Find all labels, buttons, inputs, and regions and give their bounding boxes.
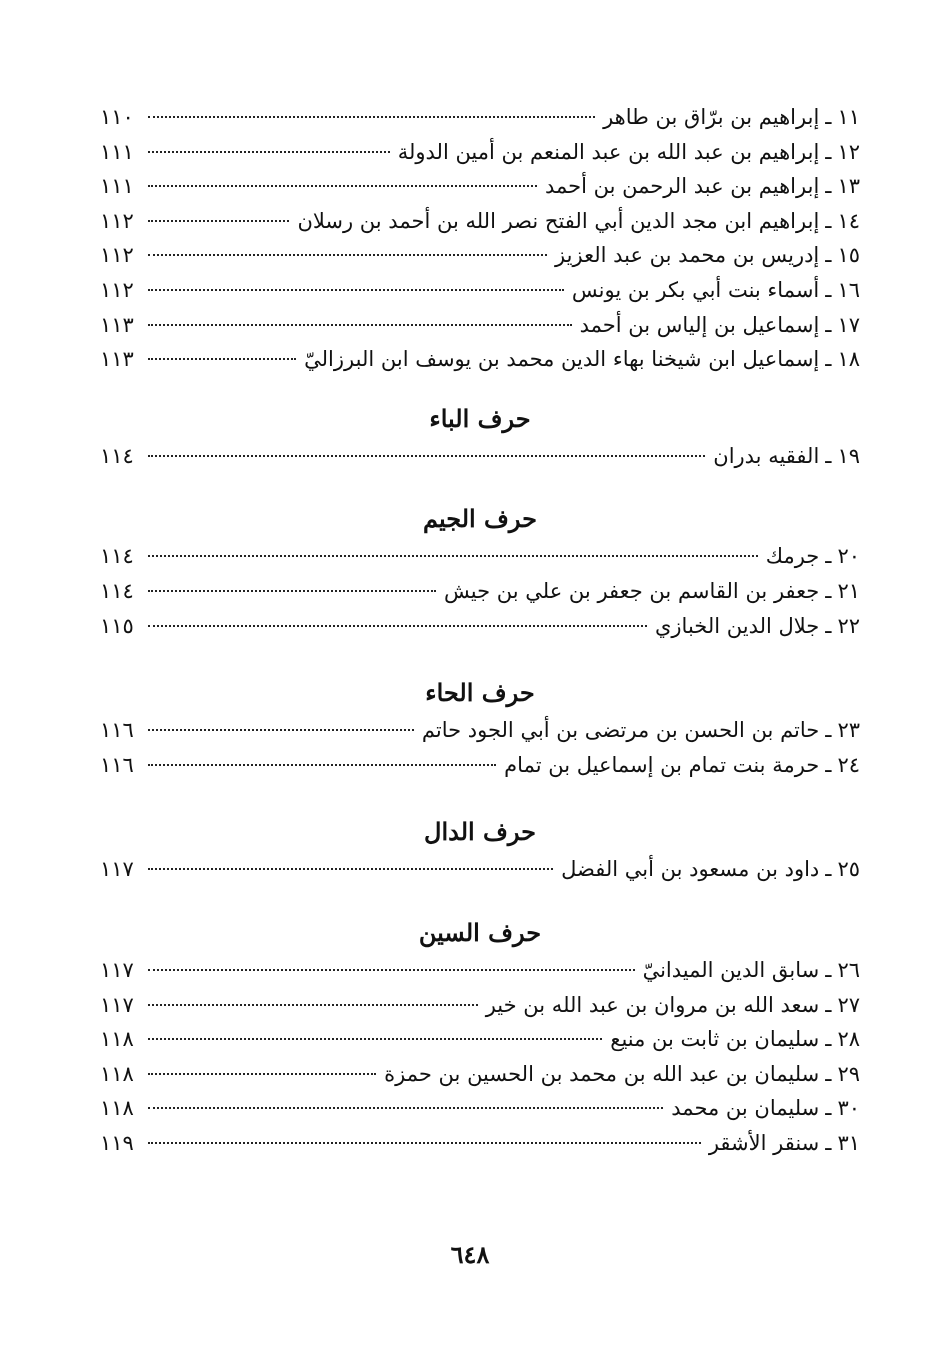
entry-label: ٢٣ـحاتم بن الحسن بن مرتضى بن أبي الجود حاتم (421, 718, 860, 743)
entry-page-number: ١١١ (100, 174, 134, 199)
entry-label: ٢٤ـحرمة بنت تمام بن إسماعيل بن تمام (504, 752, 860, 777)
toc-entry (100, 100, 860, 135)
toc-entry (100, 204, 860, 239)
dot-leader (148, 625, 647, 627)
entry-label: ١١ـإبراهيم بن برّاق بن طاهر (603, 105, 860, 129)
entry-page-number: ١١٧ (100, 992, 134, 1017)
dot-leader (148, 1142, 701, 1144)
dot-leader (148, 254, 547, 256)
toc-entry (100, 852, 860, 887)
entry-label: ١٧ـإسماعيل بن إلياس بن أحمد (579, 312, 860, 337)
entry-page-number: ١١٤ (100, 544, 134, 569)
entry-page-number: ١١٣ (100, 347, 134, 372)
section-heading: حرف الجيم (423, 504, 537, 534)
section-heading: حرف الحاء (425, 678, 535, 708)
entry-page-number: ١١٦ (100, 718, 134, 743)
dot-leader (148, 289, 564, 291)
toc-entry (100, 169, 860, 204)
dot-leader (148, 868, 553, 870)
entry-page-number: ١١٧ (100, 957, 134, 982)
entry-label: ٢٥ـداود بن مسعود بن أبي الفضل (561, 857, 860, 882)
table-of-contents (100, 100, 860, 1160)
entry-page-number: ١١٠ (100, 105, 134, 129)
toc-entry (100, 273, 860, 308)
entry-label: ١٣ـإبراهيم بن عبد الرحمن بن أحمد (544, 174, 860, 199)
dot-leader (148, 729, 414, 731)
entry-label: ٣٠ـسليمان بن محمد (671, 1096, 860, 1121)
toc-entry (100, 953, 860, 988)
entry-page-number: ١١٣ (100, 312, 134, 337)
entry-label: ٣١ـسنقر الأشقر (708, 1130, 860, 1155)
entry-label: ١٩ـالفقيه بدران (713, 443, 860, 468)
entry-page-number: ١١٧ (100, 857, 134, 882)
toc-entry (100, 539, 860, 574)
entry-page-number: ١١١ (100, 139, 134, 164)
toc-entry (100, 135, 860, 170)
entry-label: ٢٦ـسابق الدين الميدانيّ (642, 957, 860, 982)
dot-leader (148, 1038, 602, 1040)
dot-leader (148, 358, 296, 360)
toc-entry (100, 1091, 860, 1126)
toc-entry (100, 1022, 860, 1057)
dot-leader (148, 1073, 376, 1075)
entry-page-number: ١١٨ (100, 1061, 134, 1086)
dot-leader (148, 969, 635, 971)
toc-entry (100, 574, 860, 609)
entry-label: ٢٧ـسعد الله بن مروان بن عبد الله بن خير (485, 992, 860, 1017)
entry-label: ١٨ـإسماعيل ابن شيخنا بهاء الدين محمد بن يوسف ابن البرزاليّ (304, 347, 860, 372)
toc-entry (100, 988, 860, 1023)
page-number: ٦٤٨ (450, 1240, 490, 1269)
dot-leader (148, 220, 289, 222)
entry-page-number: ١١٤ (100, 578, 134, 603)
toc-entry (100, 308, 860, 343)
toc-entry (100, 342, 860, 377)
entry-label: ٢٩ـسليمان بن عبد الله بن محمد بن الحسين بن حمزة (384, 1061, 860, 1086)
section-heading: حرف الدال (424, 817, 536, 847)
toc-entry (100, 713, 860, 748)
toc-entry (100, 1057, 860, 1092)
entry-label: ١٤ـإبراهيم ابن مجد الدين أبي الفتح نصر الله بن أحمد بن رسلان (297, 208, 860, 233)
toc-entry (100, 439, 860, 474)
entry-label: ٢٠ـجرمك (765, 544, 860, 569)
entry-page-number: ١١٩ (100, 1130, 134, 1155)
section-heading: حرف الباء (429, 403, 531, 433)
toc-entry (100, 238, 860, 273)
entry-page-number: ١١٥ (100, 613, 134, 638)
dot-leader (148, 764, 496, 766)
entry-label: ٢٢ـجلال الدين الخبازي (654, 613, 860, 638)
entry-page-number: ١١٦ (100, 752, 134, 777)
entry-page-number: ١١٨ (100, 1027, 134, 1052)
toc-entry (100, 609, 860, 644)
dot-leader (148, 590, 436, 592)
entry-page-number: ١١٢ (100, 243, 134, 268)
section-heading: حرف السين (418, 917, 542, 947)
dot-leader (148, 1107, 663, 1109)
entry-label: ١٢ـإبراهيم بن عبد الله بن عبد المنعم بن أمين الدولة (397, 139, 860, 164)
entry-page-number: ١١٤ (100, 443, 134, 468)
dot-leader (148, 324, 572, 326)
entry-page-number: ١١٨ (100, 1096, 134, 1121)
entry-label: ١٥ـإدريس بن محمد بن عبد العزيز (555, 243, 860, 268)
dot-leader (148, 555, 758, 557)
entry-page-number: ١١٢ (100, 277, 134, 302)
dot-leader (148, 151, 390, 153)
dot-leader (148, 116, 595, 118)
dot-leader (148, 1004, 478, 1006)
entry-label: ٢١ـجعفر بن القاسم بن جعفر بن علي بن جيش (444, 578, 860, 603)
entry-label: ٢٨ـسليمان بن ثابت بن منيع (610, 1027, 860, 1052)
dot-leader (148, 455, 705, 457)
toc-entry (100, 1126, 860, 1161)
dot-leader (148, 185, 537, 187)
entry-page-number: ١١٢ (100, 208, 134, 233)
toc-entry (100, 748, 860, 783)
entry-label: ١٦ـأسماء بنت أبي بكر بن يونس (571, 277, 860, 302)
